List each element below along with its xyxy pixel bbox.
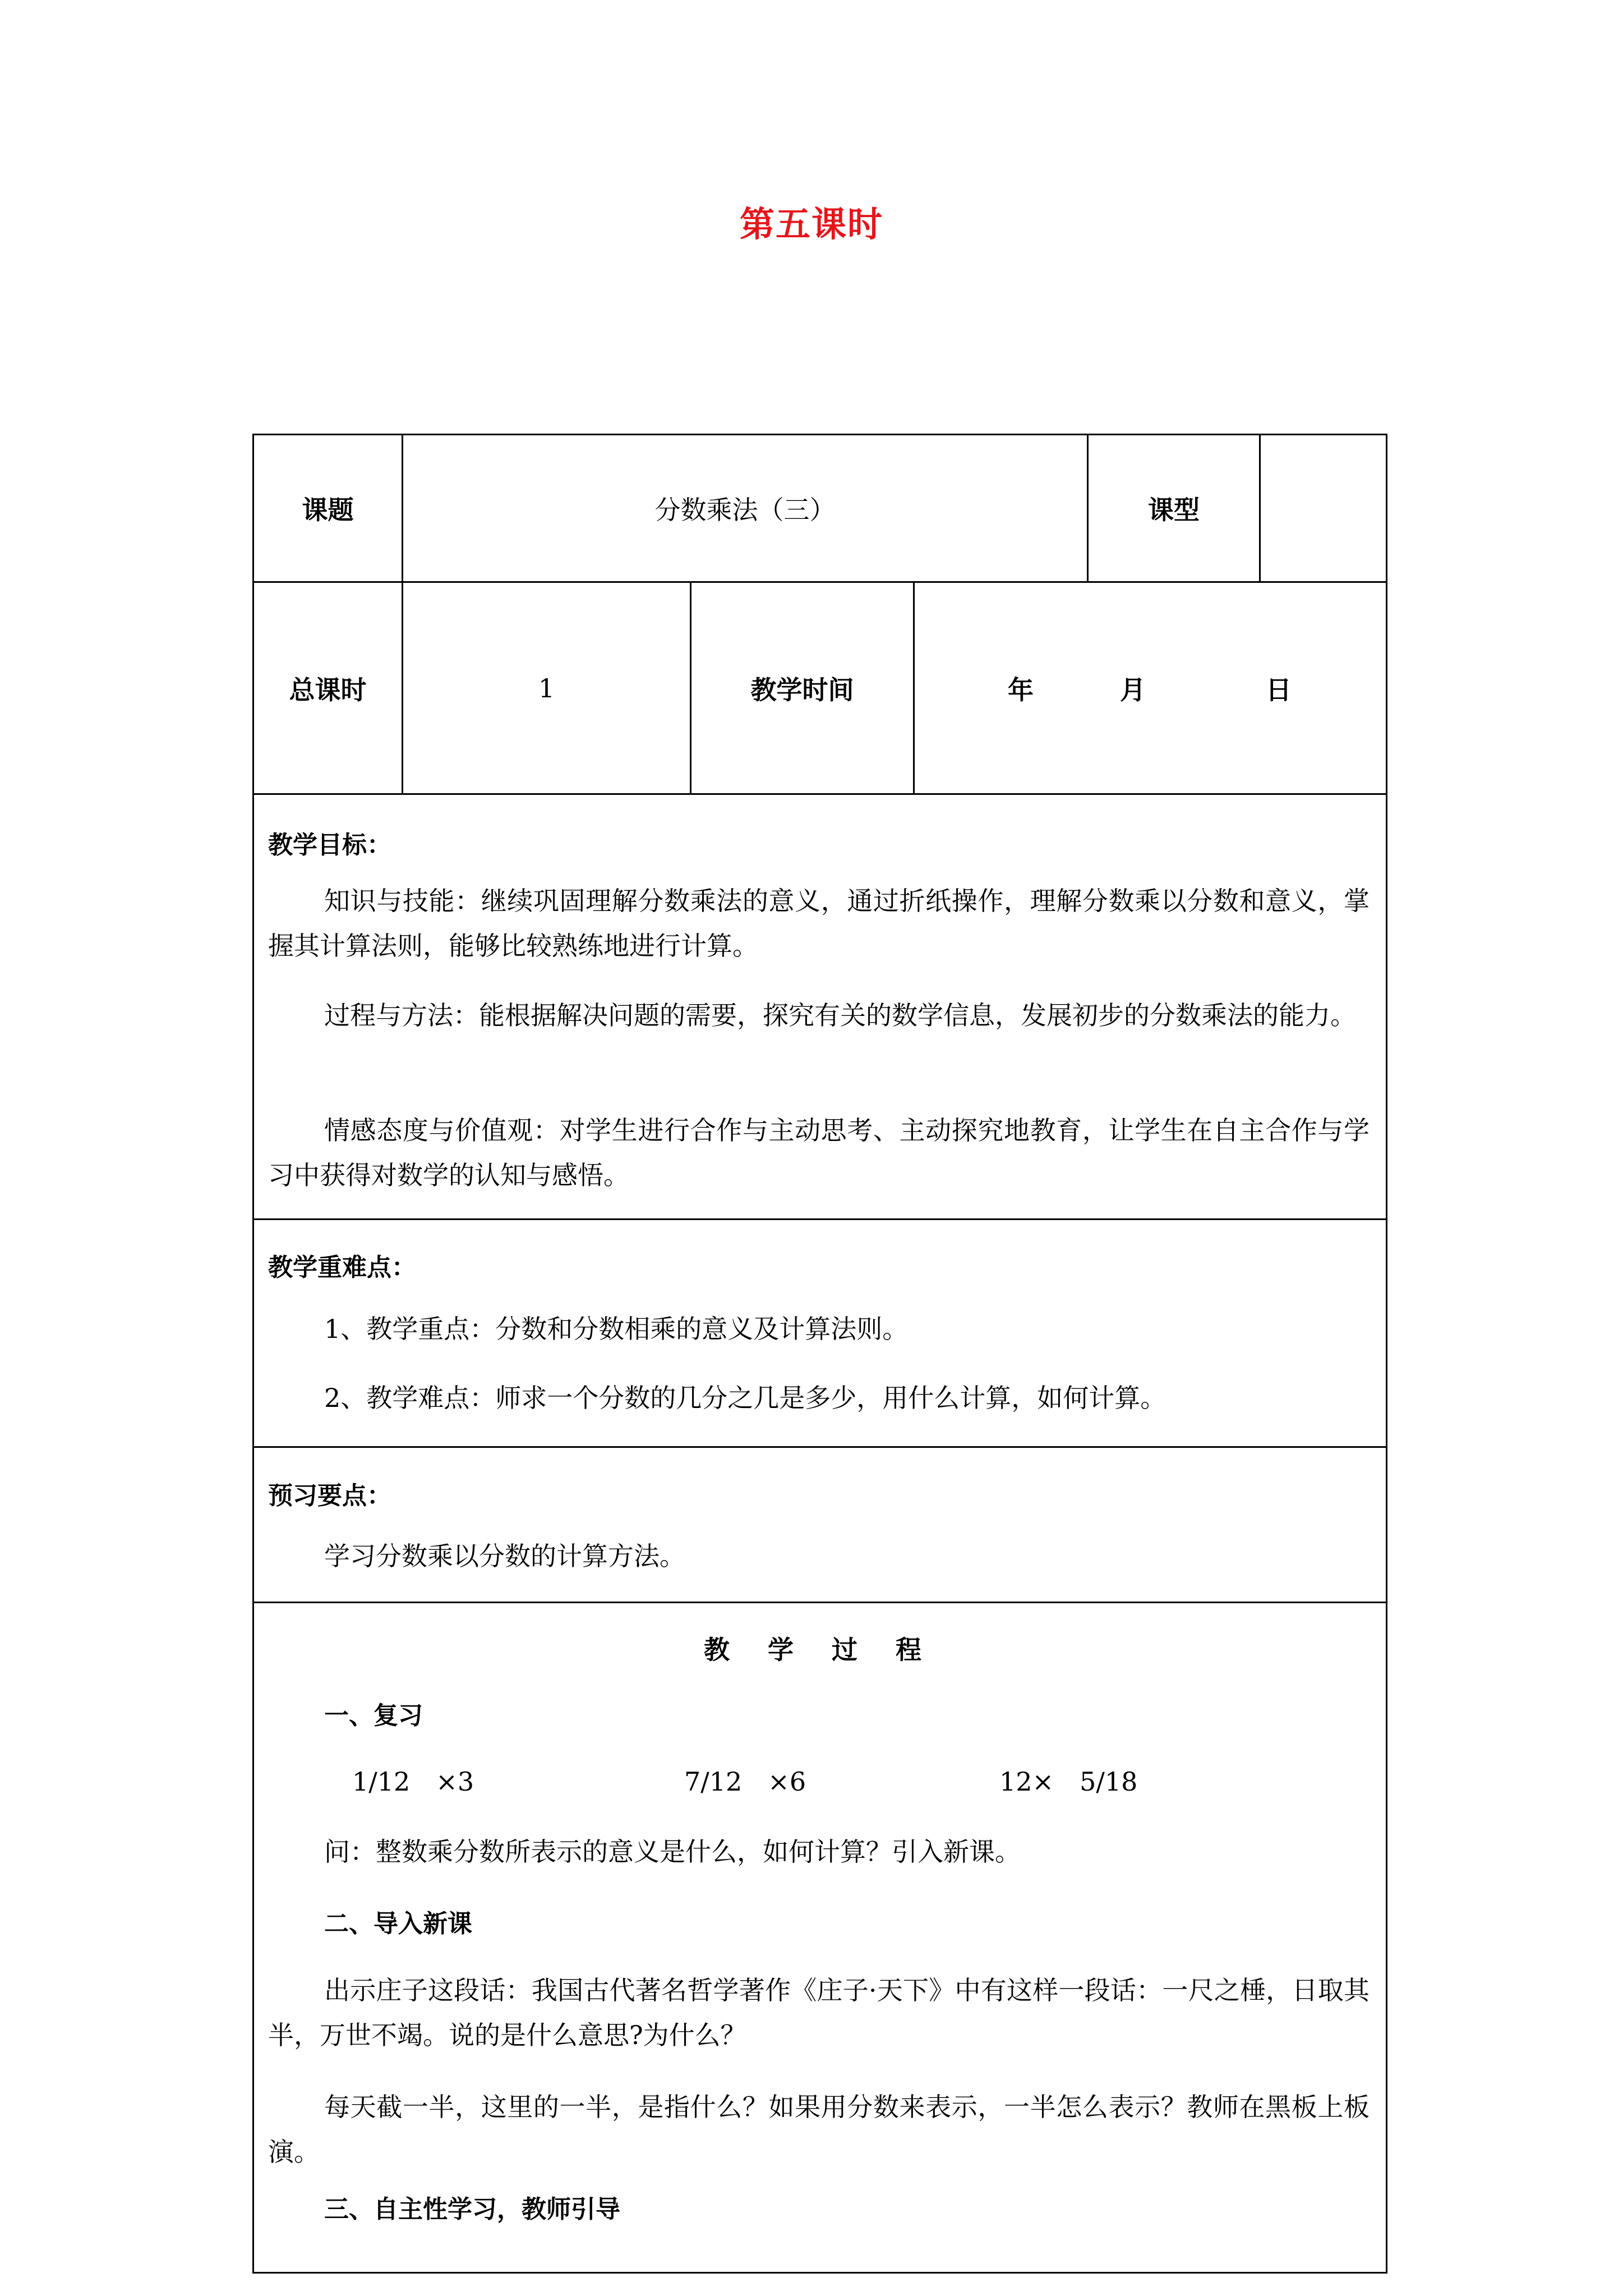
row-divider: [252, 1218, 1387, 1220]
process-heading: 教 学 过 程: [703, 1635, 937, 1665]
day-label: 日: [1266, 674, 1292, 705]
type-value: [1261, 435, 1386, 581]
preview-text: 学习分数乘以分数的计算方法。: [324, 1541, 685, 1571]
total-hours-label: 总课时: [289, 674, 367, 705]
objective-emotion: 情感态度与价值观：对学生进行合作与主动思考、主动探究地教育，让学生在自主合作与学习中获得对数学的认知与感悟。: [268, 1115, 1370, 1190]
row-divider: [252, 1602, 1387, 1603]
teaching-time-label: 教学时间: [750, 674, 854, 705]
row-divider: [252, 793, 1387, 795]
topic-label: 课题: [302, 495, 354, 525]
total-hours-value: 1: [538, 673, 555, 703]
key-point-difficulty: 2、教学难点：师求一个分数的几分之几是多少，用什么计算，如何计算。: [324, 1383, 1166, 1413]
objective-process: 过程与方法：能根据解决问题的需要，探究有关的数学信息，发展初步的分数乘法的能力。: [324, 1000, 1356, 1030]
key-point-focus: 1、教学重点：分数和分数相乘的意义及计算法则。: [324, 1314, 909, 1344]
month-label: 月: [1120, 674, 1146, 705]
objective-knowledge: 知识与技能：继续巩固理解分数乘法的意义，通过折纸操作，理解分数乘以分数和意义，掌握其计算法则，能够比较熟练地进行计算。: [268, 886, 1370, 961]
preview-heading: 预习要点：: [268, 1481, 391, 1510]
intro-paragraph: 出示庄子这段话：我国古代著名哲学著作《庄子·天下》中有这样一段话：一尺之棰，日取其半，万世不竭。说的是什么意思?为什么？: [268, 1975, 1370, 2050]
review-expression: 7/12 ×6: [684, 1766, 806, 1797]
intro-heading: 二、导入新课: [324, 1910, 472, 1938]
review-expression: 12× 5/18: [999, 1766, 1138, 1797]
column-divider: [913, 581, 915, 795]
key-points-heading: 教学重难点：: [268, 1253, 416, 1282]
topic-value: 分数乘法（三）: [654, 495, 836, 525]
objectives-heading: 教学目标：: [268, 831, 391, 859]
row-divider: [252, 1446, 1387, 1448]
review-expression: 1/12 ×3: [352, 1766, 474, 1797]
year-label: 年: [1008, 674, 1034, 705]
review-question: 问：整数乘分数所表示的意义是什么，如何计算？引入新课。: [324, 1837, 1021, 1867]
intro-paragraph: 每天截一半，这里的一半，是指什么？如果用分数来表示，一半怎么表示？教师在黑板上板演。: [268, 2092, 1370, 2167]
self-study-heading: 三、自主性学习，教师引导: [324, 2195, 620, 2224]
review-heading: 一、复习: [324, 1701, 423, 1730]
page-title: 第五课时: [739, 204, 883, 245]
type-label: 课型: [1148, 495, 1200, 525]
